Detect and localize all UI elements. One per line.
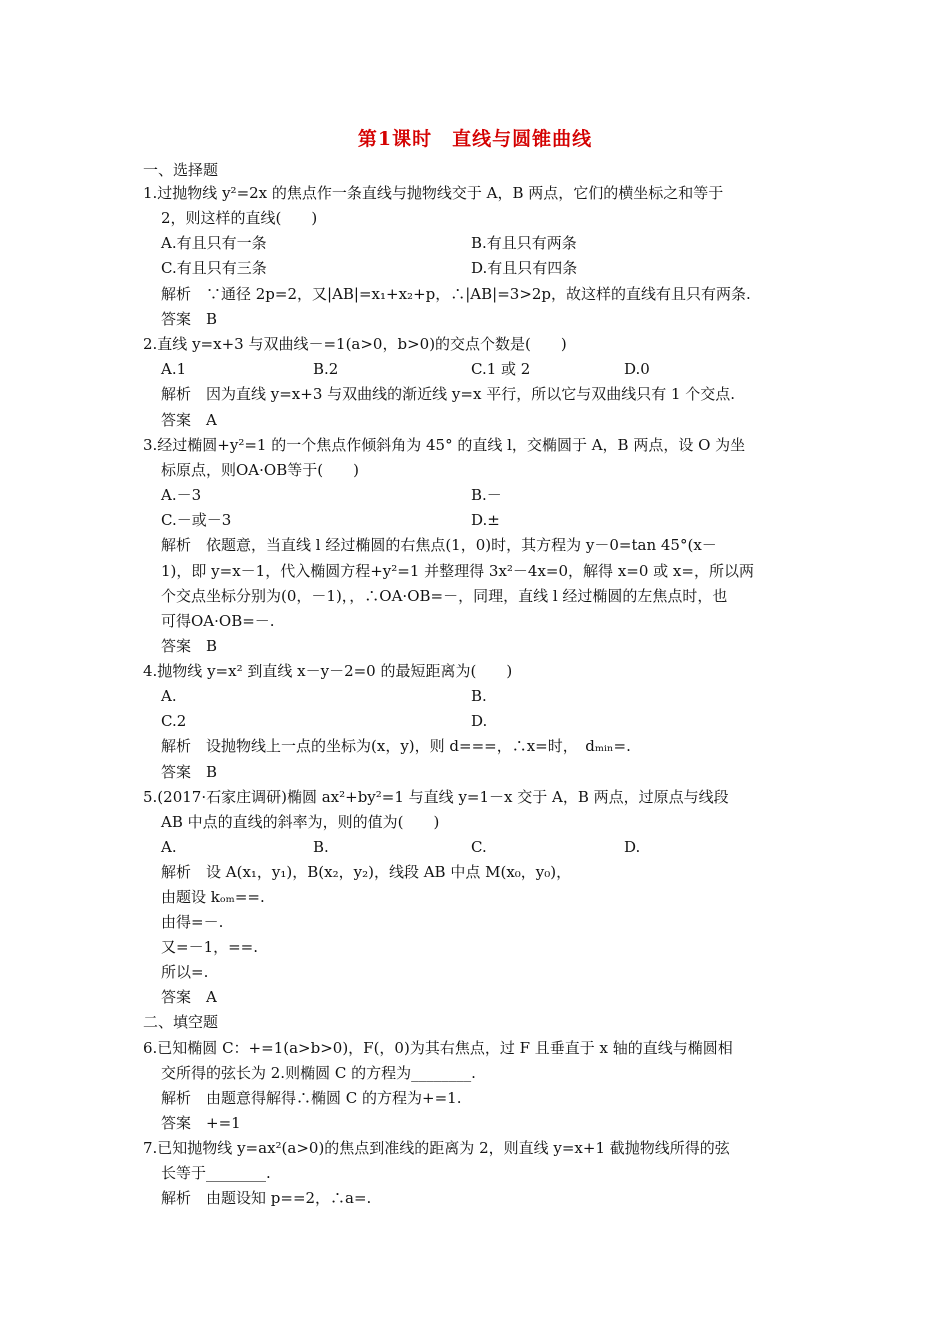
option-c: C.1 或 2 (471, 360, 531, 378)
option-a: A. (161, 687, 177, 705)
answer: 答案 B (161, 310, 218, 328)
analysis: 解析 设抛物线上一点的坐标为(x，y)，则 d===，∴x=时， dₘᵢₙ=. (161, 737, 631, 755)
option-d: D. (624, 838, 641, 856)
answer: 答案 A (161, 411, 217, 429)
analysis: 解析 ∵通径 2p=2，又|AB|=x₁+x₂+p，∴|AB|=3>2p，故这样的直线有且只有两条. (161, 285, 751, 303)
analysis: 解析 依题意，当直线 l 经过椭圆的右焦点(1，0)时，其方程为 y－0=tan 45°(x－ (161, 536, 717, 554)
analysis-cont: 由得=－. (161, 913, 224, 931)
option-c: C.有且只有三条 (161, 259, 267, 277)
section-heading: 二、填空题 (143, 1013, 219, 1031)
option-a: A.1 (161, 360, 187, 378)
question-3-stem: 3.经过椭圆+y²=1 的一个焦点作倾斜角为 45° 的直线 l，交椭圆于 A，B 两点，设 O 为坐 (143, 436, 746, 454)
question-3-stem-cont: 标原点，则OA·OB等于( ) (161, 461, 359, 479)
option-d: D.有且只有四条 (471, 259, 578, 277)
option-b: B. (313, 838, 329, 856)
answer: 答案 B (161, 763, 218, 781)
question-7-stem: 7.已知抛物线 y=ax²(a>0)的焦点到准线的距离为 2，则直线 y=x+1 截抛物线所得的弦 (143, 1139, 730, 1157)
analysis: 解析 设 A(x₁，y₁)，B(x₂，y₂)，线段 AB 中点 M(x₀，y₀)， (161, 863, 572, 881)
option-c: C.2 (161, 712, 187, 730)
analysis-cont: 可得OA·OB=－. (161, 612, 275, 630)
option-b: B.有且只有两条 (471, 234, 577, 252)
analysis-cont: 由题设 kₒₘ==. (161, 888, 265, 906)
option-a: A.－3 (161, 486, 202, 504)
question-5-stem-cont: AB 中点的直线的斜率为，则的值为( ) (161, 813, 440, 831)
page-title: 第1课时 直线与圆锥曲线 (357, 128, 593, 150)
option-b: B.2 (313, 360, 339, 378)
question-4-stem: 4.抛物线 y=x² 到直线 x－y－2=0 的最短距离为( ) (143, 662, 513, 680)
question-1-stem-cont: 2，则这样的直线( ) (161, 209, 318, 227)
analysis-cont: 个交点坐标分别为(0，－1)，，∴OA·OB=－，同理，直线 l 经过椭圆的左焦点时，也 (161, 587, 728, 605)
section-heading: 一、选择题 (143, 161, 219, 179)
option-d: D.± (471, 511, 500, 529)
analysis: 解析 由题意得解得∴椭圆 C 的方程为+=1. (161, 1089, 462, 1107)
analysis: 解析 由题设知 p==2，∴a=. (161, 1189, 372, 1207)
answer: 答案 B (161, 637, 218, 655)
option-c: C.－或－3 (161, 511, 232, 529)
question-6-stem: 6.已知椭圆 C：+=1(a>b>0)，F(，0)为其右焦点，过 F 且垂直于 x 轴的直线与椭圆相 (143, 1039, 733, 1057)
answer: 答案 A (161, 988, 217, 1006)
option-b: B. (471, 687, 487, 705)
option-c: C. (471, 838, 487, 856)
option-a: A. (161, 838, 177, 856)
analysis: 解析 因为直线 y=x+3 与双曲线的渐近线 y=x 平行，所以它与双曲线只有 1 个交点. (161, 385, 736, 403)
option-b: B.－ (471, 486, 502, 504)
question-2-stem: 2.直线 y=x+3 与双曲线－=1(a>0，b>0)的交点个数是( ) (143, 335, 567, 353)
question-6-stem-cont: 交所得的弦长为 2.则椭圆 C 的方程为________. (161, 1064, 476, 1082)
question-1-stem: 1.过抛物线 y²=2x 的焦点作一条直线与抛物线交于 A，B 两点，它们的横坐标之和等于 (143, 184, 724, 202)
analysis-cont: 又=－1，==. (161, 938, 259, 956)
answer: 答案 +=1 (161, 1114, 241, 1132)
analysis-cont: 1)，即 y=x－1，代入椭圆方程+y²=1 并整理得 3x²－4x=0，解得 x=0 或 x=，所以两 (161, 562, 754, 580)
analysis-cont: 所以=. (161, 963, 209, 981)
option-a: A.有且只有一条 (161, 234, 267, 252)
question-5-stem: 5.(2017·石家庄调研)椭圆 ax²+by²=1 与直线 y=1－x 交于 A，B 两点，过原点与线段 (143, 788, 729, 806)
option-d: D. (471, 712, 488, 730)
option-d: D.0 (624, 360, 650, 378)
question-7-stem-cont: 长等于________. (161, 1164, 271, 1182)
